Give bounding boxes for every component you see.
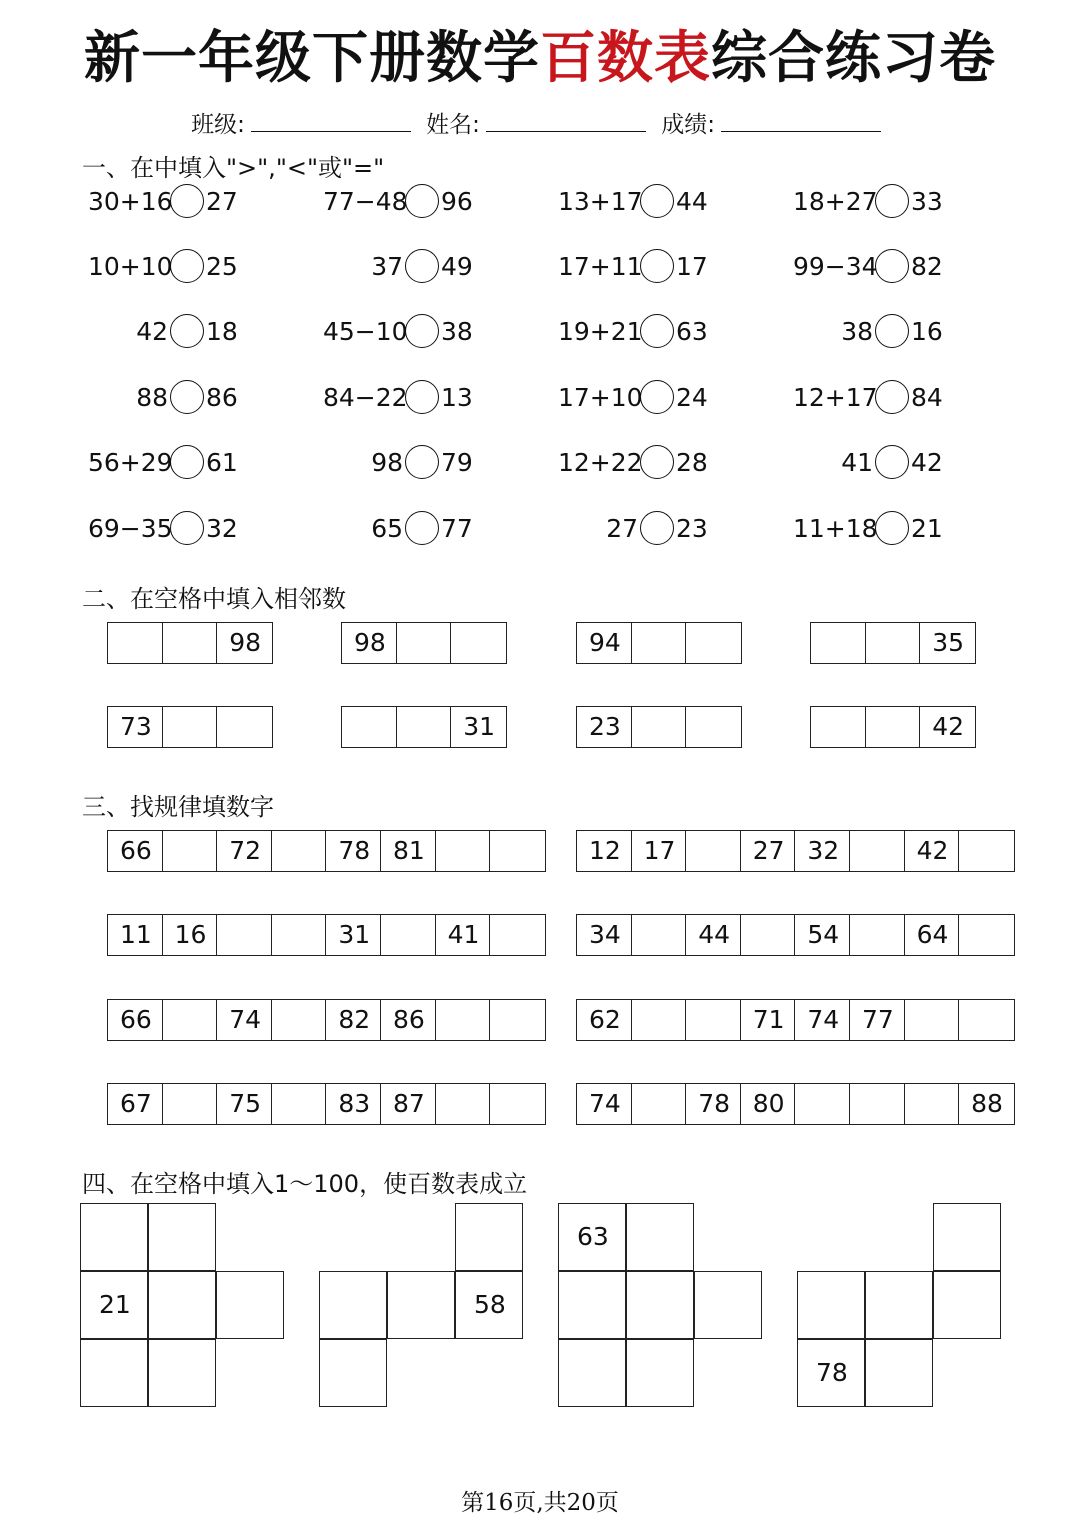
empty-box[interactable] bbox=[397, 707, 452, 747]
compare-item bbox=[323, 442, 473, 482]
compare-item bbox=[558, 442, 708, 482]
compare-right: 18 bbox=[206, 316, 238, 346]
grid-empty-cell[interactable] bbox=[626, 1271, 694, 1339]
number-box: 27 bbox=[741, 831, 796, 871]
compare-right: 82 bbox=[911, 251, 943, 281]
title-part2: 综合练习卷 bbox=[711, 26, 996, 91]
page-footer: 第16页,共20页 bbox=[461, 1490, 619, 1516]
compare-item bbox=[793, 246, 943, 286]
empty-box[interactable] bbox=[436, 1084, 491, 1124]
neighbor-row bbox=[576, 706, 742, 748]
compare-left: 18+27 bbox=[793, 186, 878, 216]
compare-right: 32 bbox=[206, 513, 238, 543]
grid-empty-cell[interactable] bbox=[558, 1271, 626, 1339]
number-box: 16 bbox=[163, 915, 218, 955]
answer-circle[interactable] bbox=[405, 184, 439, 218]
compare-left: 84−22 bbox=[323, 382, 408, 412]
compare-item bbox=[558, 311, 708, 351]
empty-box[interactable] bbox=[866, 623, 921, 663]
compare-item bbox=[793, 377, 943, 417]
score-label: 成绩: bbox=[661, 112, 715, 138]
answer-circle[interactable] bbox=[640, 380, 674, 414]
number-box: 77 bbox=[850, 1000, 905, 1040]
compare-item bbox=[558, 377, 708, 417]
compare-item bbox=[88, 181, 238, 221]
grid-empty-cell[interactable] bbox=[148, 1203, 216, 1271]
answer-circle[interactable] bbox=[405, 380, 439, 414]
empty-box[interactable] bbox=[686, 831, 741, 871]
empty-box[interactable] bbox=[272, 1000, 327, 1040]
number-box: 94 bbox=[577, 623, 632, 663]
section-1-heading: 一、在中填入">","<"或"=" bbox=[82, 154, 385, 182]
number-box: 78 bbox=[686, 1084, 741, 1124]
empty-box[interactable] bbox=[381, 915, 436, 955]
compare-item bbox=[558, 246, 708, 286]
compare-right: 86 bbox=[206, 382, 238, 412]
section-4-heading: 四、在空格中填入1～100，使百数表成立 bbox=[82, 1170, 528, 1198]
answer-circle[interactable] bbox=[875, 249, 909, 283]
compare-item bbox=[323, 246, 473, 286]
compare-item bbox=[793, 508, 943, 548]
class-label: 班级: bbox=[191, 112, 245, 138]
empty-box[interactable] bbox=[850, 831, 905, 871]
empty-box[interactable] bbox=[217, 915, 272, 955]
empty-box[interactable] bbox=[632, 915, 687, 955]
number-box: 74 bbox=[217, 1000, 272, 1040]
empty-box[interactable] bbox=[686, 707, 741, 747]
grid-empty-cell[interactable] bbox=[319, 1339, 387, 1407]
compare-item bbox=[793, 181, 943, 221]
pattern-row bbox=[576, 999, 1015, 1041]
empty-box[interactable] bbox=[741, 915, 796, 955]
compare-left: 17+10 bbox=[558, 382, 643, 412]
number-box: 11 bbox=[108, 915, 163, 955]
compare-item bbox=[323, 377, 473, 417]
answer-circle[interactable] bbox=[640, 249, 674, 283]
grid-empty-cell[interactable] bbox=[80, 1203, 148, 1271]
title-part1: 新一年级下册数学 bbox=[84, 26, 540, 91]
number-box: 23 bbox=[577, 707, 632, 747]
number-box: 98 bbox=[229, 628, 261, 657]
grid-empty-cell[interactable] bbox=[558, 1339, 626, 1407]
pattern-row bbox=[107, 999, 546, 1041]
compare-left: 45−10 bbox=[323, 316, 408, 346]
compare-left: 30+16 bbox=[88, 186, 173, 216]
compare-item bbox=[558, 181, 708, 221]
compare-right: 13 bbox=[441, 382, 473, 412]
compare-left: 13+17 bbox=[558, 186, 643, 216]
compare-right: 42 bbox=[911, 447, 943, 477]
pattern-row bbox=[576, 830, 1015, 872]
grid-number-cell: 21 bbox=[80, 1271, 148, 1339]
compare-left: 19+21 bbox=[558, 316, 643, 346]
grid-empty-cell[interactable] bbox=[694, 1271, 762, 1339]
compare-right: 49 bbox=[441, 251, 473, 281]
compare-item bbox=[323, 311, 473, 351]
compare-item bbox=[793, 311, 943, 351]
empty-box[interactable] bbox=[795, 1084, 850, 1124]
compare-left: 69−35 bbox=[88, 513, 173, 543]
empty-box[interactable] bbox=[217, 707, 272, 747]
answer-circle[interactable] bbox=[170, 380, 204, 414]
compare-right: 28 bbox=[676, 447, 708, 477]
number-box: 34 bbox=[577, 915, 632, 955]
answer-circle[interactable] bbox=[170, 249, 204, 283]
number-box: 81 bbox=[381, 831, 436, 871]
pattern-row bbox=[107, 830, 546, 872]
compare-right: 38 bbox=[441, 316, 473, 346]
answer-circle[interactable] bbox=[405, 445, 439, 479]
empty-box[interactable] bbox=[686, 1000, 741, 1040]
compare-left: 12+22 bbox=[558, 447, 643, 477]
empty-box[interactable] bbox=[272, 831, 327, 871]
empty-box[interactable] bbox=[342, 707, 397, 747]
answer-circle[interactable] bbox=[640, 511, 674, 545]
number-box: 98 bbox=[342, 623, 397, 663]
neighbor-row bbox=[341, 706, 507, 748]
number-box: 88 bbox=[971, 1089, 1003, 1118]
grid-empty-cell[interactable] bbox=[865, 1339, 933, 1407]
number-box: 86 bbox=[381, 1000, 436, 1040]
number-box: 42 bbox=[905, 831, 960, 871]
empty-box[interactable] bbox=[163, 1084, 218, 1124]
compare-right: 63 bbox=[676, 316, 708, 346]
number-box: 74 bbox=[577, 1084, 632, 1124]
grid-empty-cell[interactable] bbox=[455, 1203, 523, 1271]
compare-right: 17 bbox=[676, 251, 708, 281]
compare-left: 77−48 bbox=[323, 186, 408, 216]
number-box: 83 bbox=[326, 1084, 381, 1124]
number-box: 67 bbox=[108, 1084, 163, 1124]
number-box: 66 bbox=[108, 831, 163, 871]
empty-box[interactable] bbox=[959, 831, 1014, 871]
section-3-heading: 三、找规律填数字 bbox=[82, 793, 274, 821]
number-box: 12 bbox=[577, 831, 632, 871]
empty-box[interactable] bbox=[686, 623, 741, 663]
compare-left: 11+18 bbox=[793, 513, 878, 543]
number-box: 74 bbox=[795, 1000, 850, 1040]
compare-left: 98 bbox=[371, 447, 403, 477]
answer-circle[interactable] bbox=[405, 314, 439, 348]
score-blank[interactable] bbox=[721, 111, 881, 132]
compare-left: 56+29 bbox=[88, 447, 173, 477]
grid-empty-cell[interactable] bbox=[933, 1271, 1001, 1339]
empty-box[interactable] bbox=[811, 707, 866, 747]
neighbor-row bbox=[810, 622, 976, 664]
compare-right: 25 bbox=[206, 251, 238, 281]
empty-box[interactable] bbox=[866, 707, 921, 747]
number-box: 87 bbox=[381, 1084, 436, 1124]
number-box: 54 bbox=[795, 915, 850, 955]
grid-empty-cell[interactable] bbox=[797, 1271, 865, 1339]
answer-circle[interactable] bbox=[170, 511, 204, 545]
empty-box[interactable] bbox=[490, 1000, 545, 1040]
neighbor-row bbox=[576, 622, 742, 664]
empty-box[interactable] bbox=[490, 915, 545, 955]
compare-item bbox=[323, 181, 473, 221]
compare-left: 17+11 bbox=[558, 251, 643, 281]
number-box: 75 bbox=[217, 1084, 272, 1124]
number-box: 42 bbox=[932, 712, 964, 741]
grid-empty-cell[interactable] bbox=[933, 1203, 1001, 1271]
answer-circle[interactable] bbox=[640, 445, 674, 479]
empty-box[interactable] bbox=[850, 915, 905, 955]
grid-empty-cell[interactable] bbox=[148, 1339, 216, 1407]
number-box: 32 bbox=[795, 831, 850, 871]
pattern-row bbox=[107, 1083, 546, 1125]
neighbor-row bbox=[107, 622, 273, 664]
grid-empty-cell[interactable] bbox=[148, 1271, 216, 1339]
answer-circle[interactable] bbox=[640, 184, 674, 218]
compare-left: 41 bbox=[841, 447, 873, 477]
answer-circle[interactable] bbox=[875, 184, 909, 218]
answer-circle[interactable] bbox=[875, 445, 909, 479]
grid-empty-cell[interactable] bbox=[319, 1271, 387, 1339]
compare-item bbox=[558, 508, 708, 548]
empty-box[interactable] bbox=[632, 1084, 687, 1124]
empty-box[interactable] bbox=[905, 1000, 960, 1040]
compare-right: 33 bbox=[911, 186, 943, 216]
number-box: 78 bbox=[326, 831, 381, 871]
empty-box[interactable] bbox=[272, 915, 327, 955]
empty-box[interactable] bbox=[163, 1000, 218, 1040]
number-box: 64 bbox=[905, 915, 960, 955]
compare-right: 79 bbox=[441, 447, 473, 477]
compare-item bbox=[88, 508, 238, 548]
grid-empty-cell[interactable] bbox=[387, 1271, 455, 1339]
grid-empty-cell[interactable] bbox=[626, 1203, 694, 1271]
number-box: 80 bbox=[741, 1084, 796, 1124]
number-box: 72 bbox=[217, 831, 272, 871]
number-box: 31 bbox=[326, 915, 381, 955]
compare-item bbox=[88, 246, 238, 286]
answer-circle[interactable] bbox=[170, 314, 204, 348]
answer-circle[interactable] bbox=[405, 249, 439, 283]
compare-item bbox=[88, 442, 238, 482]
compare-right: 96 bbox=[441, 186, 473, 216]
number-box: 44 bbox=[686, 915, 741, 955]
section-2-heading: 二、在空格中填入相邻数 bbox=[82, 585, 346, 613]
number-box: 35 bbox=[932, 628, 964, 657]
compare-right: 16 bbox=[911, 316, 943, 346]
number-box: 17 bbox=[632, 831, 687, 871]
compare-item bbox=[88, 377, 238, 417]
empty-box[interactable] bbox=[632, 623, 687, 663]
pattern-row bbox=[576, 1083, 1015, 1125]
grid-empty-cell[interactable] bbox=[626, 1339, 694, 1407]
name-blank[interactable] bbox=[486, 111, 646, 132]
empty-box[interactable] bbox=[959, 915, 1014, 955]
empty-box[interactable] bbox=[850, 1084, 905, 1124]
answer-circle[interactable] bbox=[875, 511, 909, 545]
compare-left: 12+17 bbox=[793, 382, 878, 412]
number-box: 73 bbox=[108, 707, 163, 747]
grid-number-cell: 78 bbox=[797, 1339, 865, 1407]
number-box: 31 bbox=[463, 712, 495, 741]
compare-right: 84 bbox=[911, 382, 943, 412]
empty-box[interactable] bbox=[959, 1000, 1014, 1040]
compare-right: 61 bbox=[206, 447, 238, 477]
compare-item bbox=[793, 442, 943, 482]
neighbor-row bbox=[107, 706, 273, 748]
empty-box[interactable] bbox=[632, 1000, 687, 1040]
compare-left: 65 bbox=[371, 513, 403, 543]
empty-box[interactable] bbox=[272, 1084, 327, 1124]
grid-number-cell: 63 bbox=[558, 1203, 626, 1271]
empty-box[interactable] bbox=[490, 1084, 545, 1124]
compare-item bbox=[323, 508, 473, 548]
pattern-row bbox=[107, 914, 546, 956]
compare-right: 77 bbox=[441, 513, 473, 543]
empty-box[interactable] bbox=[811, 623, 866, 663]
number-box: 71 bbox=[741, 1000, 796, 1040]
number-box: 82 bbox=[326, 1000, 381, 1040]
number-box: 41 bbox=[436, 915, 491, 955]
compare-right: 44 bbox=[676, 186, 708, 216]
empty-box[interactable] bbox=[436, 831, 491, 871]
answer-circle[interactable] bbox=[405, 511, 439, 545]
empty-box[interactable] bbox=[163, 623, 218, 663]
compare-left: 42 bbox=[136, 316, 168, 346]
empty-box[interactable] bbox=[490, 831, 545, 871]
class-blank[interactable] bbox=[251, 111, 411, 132]
number-box: 62 bbox=[577, 1000, 632, 1040]
compare-right: 21 bbox=[911, 513, 943, 543]
answer-circle[interactable] bbox=[640, 314, 674, 348]
answer-circle[interactable] bbox=[170, 445, 204, 479]
title-highlight: 百数表 bbox=[540, 26, 711, 91]
compare-right: 27 bbox=[206, 186, 238, 216]
compare-left: 27 bbox=[606, 513, 638, 543]
compare-item bbox=[88, 311, 238, 351]
answer-circle[interactable] bbox=[875, 380, 909, 414]
compare-left: 10+10 bbox=[88, 251, 173, 281]
empty-box[interactable] bbox=[108, 623, 163, 663]
pattern-row bbox=[576, 914, 1015, 956]
compare-left: 99−34 bbox=[793, 251, 878, 281]
number-box: 66 bbox=[108, 1000, 163, 1040]
compare-right: 24 bbox=[676, 382, 708, 412]
empty-box[interactable] bbox=[436, 1000, 491, 1040]
grid-empty-cell[interactable] bbox=[865, 1271, 933, 1339]
compare-right: 23 bbox=[676, 513, 708, 543]
answer-circle[interactable] bbox=[170, 184, 204, 218]
neighbor-row bbox=[341, 622, 507, 664]
answer-circle[interactable] bbox=[875, 314, 909, 348]
empty-box[interactable] bbox=[163, 831, 218, 871]
grid-number-cell: 58 bbox=[455, 1271, 523, 1339]
empty-box[interactable] bbox=[451, 623, 506, 663]
empty-box[interactable] bbox=[632, 707, 687, 747]
empty-box[interactable] bbox=[163, 707, 218, 747]
page-title bbox=[0, 14, 1080, 94]
neighbor-row bbox=[810, 706, 976, 748]
grid-empty-cell[interactable] bbox=[216, 1271, 284, 1339]
empty-box[interactable] bbox=[905, 1084, 960, 1124]
empty-box[interactable] bbox=[397, 623, 452, 663]
compare-left: 38 bbox=[841, 316, 873, 346]
name-label: 姓名: bbox=[426, 112, 480, 138]
compare-left: 37 bbox=[371, 251, 403, 281]
student-info bbox=[0, 106, 1080, 139]
compare-left: 88 bbox=[136, 382, 168, 412]
grid-empty-cell[interactable] bbox=[80, 1339, 148, 1407]
